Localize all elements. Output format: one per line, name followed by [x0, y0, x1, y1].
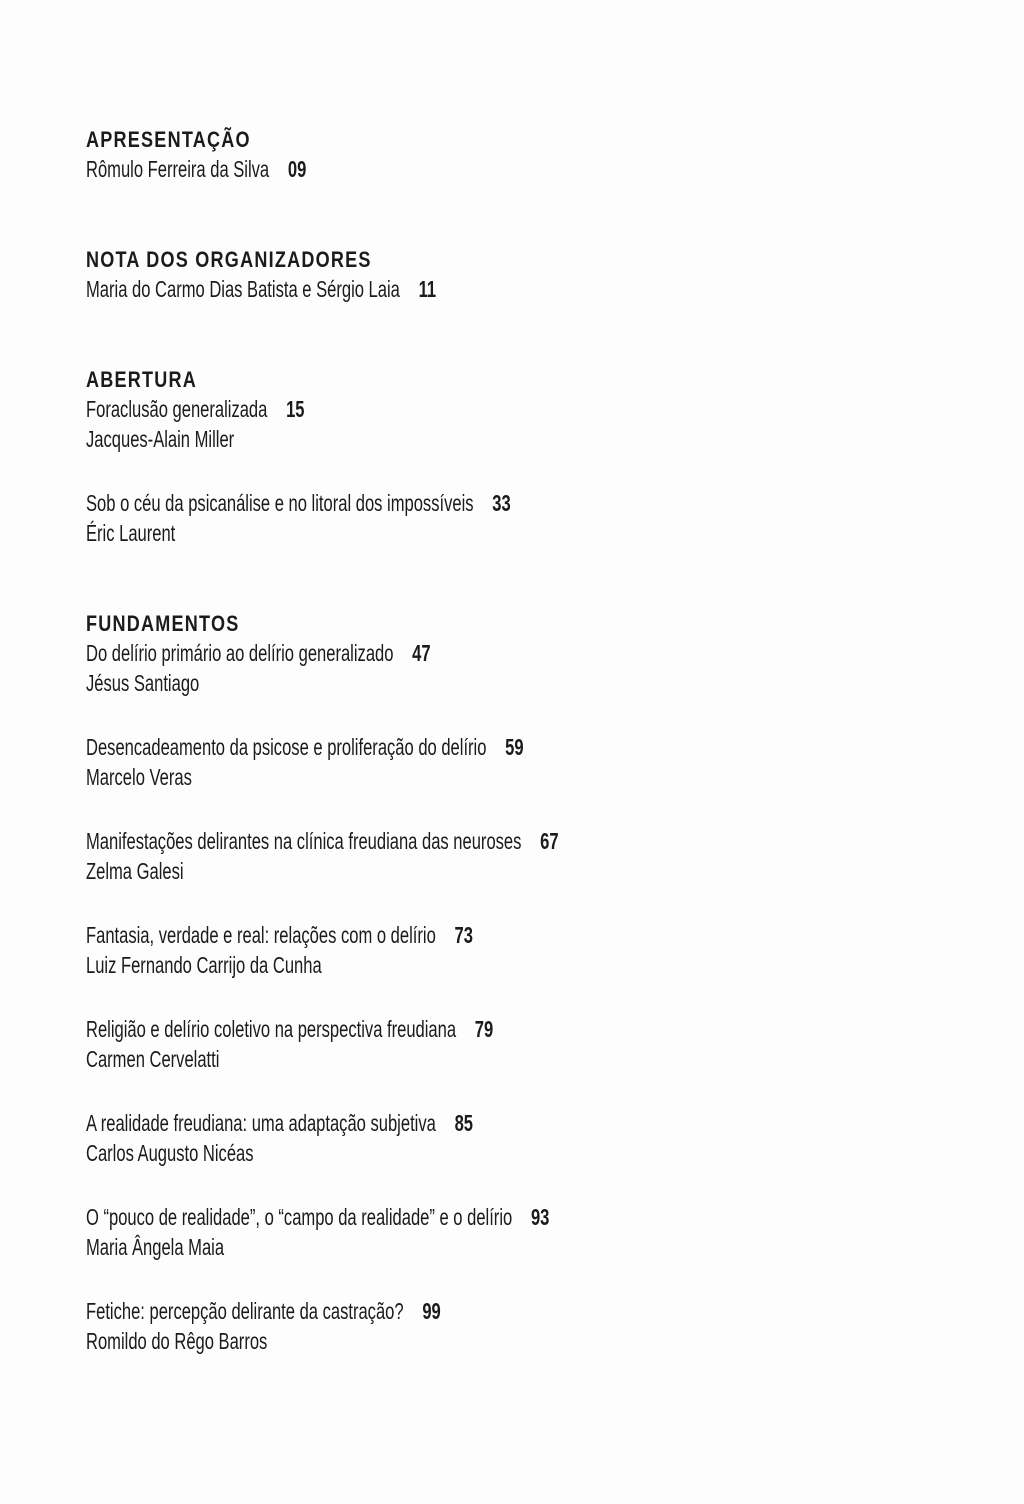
- section-heading: APRESENTAÇÃO: [86, 127, 251, 152]
- toc-entry: [86, 1014, 946, 1074]
- entry-author: Marcelo Veras: [86, 764, 192, 790]
- entry-line: [86, 394, 705, 424]
- entry-author: Luiz Fernando Carrijo da Cunha: [86, 952, 322, 978]
- entry-page-number: 99: [422, 1298, 441, 1324]
- toc-entry: [86, 732, 946, 792]
- entry-line: [86, 1014, 705, 1044]
- entry-line: [86, 154, 705, 184]
- entry-title: Manifestações delirantes na clínica freudiana das neuroses: [86, 828, 522, 854]
- entry-title: A realidade freudiana: uma adaptação subjetiva: [86, 1110, 436, 1136]
- entry-title: Religião e delírio coletivo na perspectiva freudiana: [86, 1016, 457, 1042]
- entry-title: Sob o céu da psicanálise e no litoral dos impossíveis: [86, 490, 474, 516]
- entry-author: Romildo do Rêgo Barros: [86, 1328, 268, 1354]
- entry-line: [86, 488, 705, 518]
- section-heading: NOTA DOS ORGANIZADORES: [86, 247, 372, 272]
- toc-entry: [86, 1296, 946, 1356]
- entry-line: [86, 1296, 705, 1326]
- entry-title: Foraclusão generalizada: [86, 396, 268, 422]
- entry-author: Zelma Galesi: [86, 858, 184, 884]
- entry-author: Carlos Augusto Nicéas: [86, 1140, 254, 1166]
- entry-title: Rômulo Ferreira da Silva: [86, 156, 270, 182]
- entry-page-number: 93: [530, 1204, 550, 1230]
- entry-page-number: 11: [418, 276, 437, 302]
- entry-line: [86, 1108, 705, 1138]
- toc-entry: [86, 638, 946, 698]
- entry-page-number: 67: [540, 828, 559, 854]
- section-fundamentos: [86, 610, 946, 1356]
- entry-line: [86, 638, 705, 668]
- entry-title: Desencadeamento da psicose e proliferação do delírio: [86, 734, 487, 760]
- entry-author: Éric Laurent: [86, 520, 176, 546]
- toc-entry: [86, 488, 946, 548]
- toc-entry: [86, 1202, 946, 1262]
- entry-title: Fetiche: percepção delirante da castração?: [86, 1298, 404, 1324]
- entry-line: [86, 826, 705, 856]
- toc-entry: [86, 920, 946, 980]
- section-nota-dos-organizadores: [86, 246, 946, 304]
- entry-line: [86, 732, 705, 762]
- section-heading: ABERTURA: [86, 367, 198, 392]
- section-heading: FUNDAMENTOS: [86, 611, 240, 636]
- entry-title: Do delírio primário ao delírio generalizado: [86, 640, 394, 666]
- section-abertura: [86, 366, 946, 548]
- entry-page-number: 79: [474, 1016, 494, 1042]
- entry-page-number: 33: [492, 490, 511, 516]
- toc-entry: [86, 274, 946, 304]
- entry-page-number: 15: [286, 396, 305, 422]
- entry-page-number: 85: [454, 1110, 474, 1136]
- toc-entry: [86, 826, 946, 886]
- entry-page-number: 59: [505, 734, 524, 760]
- toc-entry: [86, 394, 946, 454]
- entry-title: Maria do Carmo Dias Batista e Sérgio Laia: [86, 276, 400, 302]
- entry-page-number: 73: [454, 922, 473, 948]
- toc-entry: [86, 1108, 946, 1168]
- toc-entry: [86, 154, 946, 184]
- entry-author: Jésus Santiago: [86, 670, 200, 696]
- entry-author: Carmen Cervelatti: [86, 1046, 220, 1072]
- entry-line: [86, 1202, 705, 1232]
- entry-page-number: 47: [412, 640, 431, 666]
- entry-line: [86, 920, 705, 950]
- entry-page-number: 09: [287, 156, 307, 182]
- entry-line: [86, 274, 705, 304]
- entry-title: O “pouco de realidade”, o “campo da realidade” e o delírio: [86, 1204, 513, 1230]
- entry-author: Jacques-Alain Miller: [86, 426, 235, 452]
- section-apresentacao: [86, 126, 946, 184]
- table-of-contents: [86, 126, 946, 1356]
- entry-author: Maria Ângela Maia: [86, 1234, 225, 1260]
- entry-title: Fantasia, verdade e real: relações com o delírio: [86, 922, 436, 948]
